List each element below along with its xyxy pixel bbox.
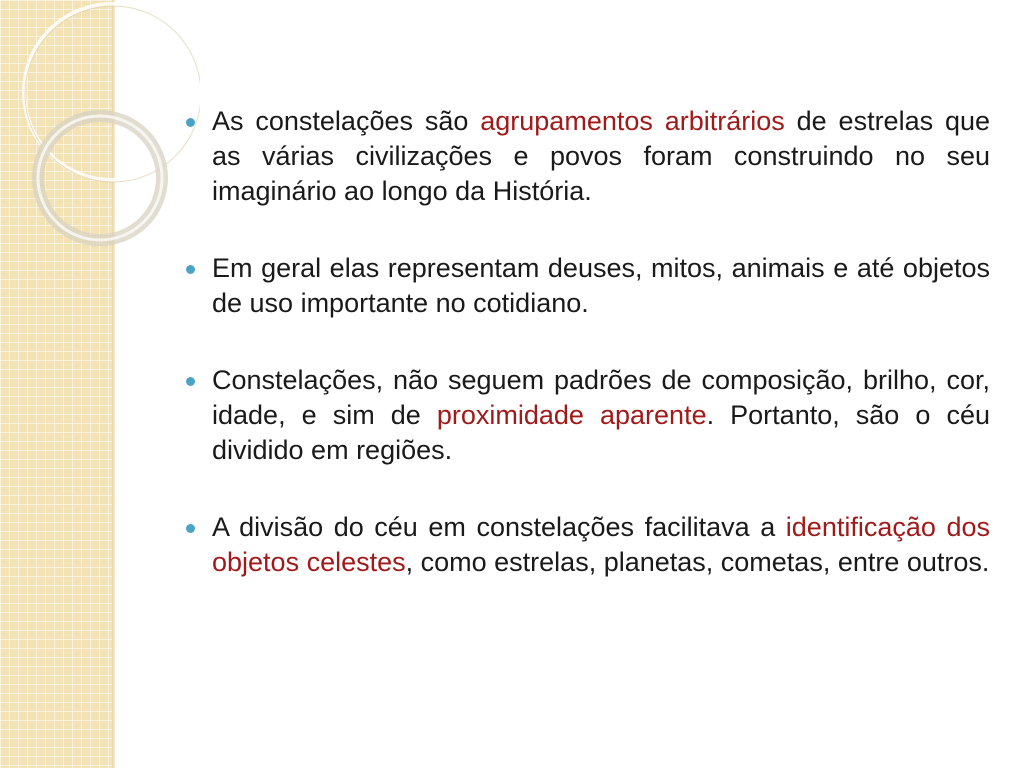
bullet-dot-icon bbox=[186, 524, 195, 533]
bullet-text-segment: , como estrelas, planetas, cometas, entre outros. bbox=[405, 547, 990, 577]
highlighted-term: identificação dos objetos celestes bbox=[212, 512, 990, 577]
bullet-dot-icon bbox=[186, 377, 195, 386]
bullet-text bbox=[212, 106, 990, 206]
bullet-text bbox=[212, 253, 990, 318]
bullet-text-segment: A divisão do céu em constelações facilitava a bbox=[212, 512, 786, 542]
bullet-item-3 bbox=[184, 363, 990, 468]
bullet-list bbox=[184, 104, 990, 580]
bullet-item-2 bbox=[184, 251, 990, 321]
bullet-dot-icon bbox=[186, 265, 195, 274]
bullet-dot-icon bbox=[186, 118, 195, 127]
decorative-side-panel bbox=[0, 0, 112, 768]
bullet-item-1 bbox=[184, 104, 990, 209]
slide-content bbox=[184, 104, 990, 622]
bullet-text-segment: Em geral elas representam deuses, mitos, animais e até objetos de uso importante no cotidiano. bbox=[212, 253, 990, 318]
bullet-text-segment: de estrelas que as várias civilizações e povos foram construindo no seu imaginário ao longo da História. bbox=[212, 106, 991, 206]
bullet-text-segment: . Portanto, são o céu dividido em regiões. bbox=[212, 400, 990, 465]
bullet-item-4 bbox=[184, 510, 990, 580]
bullet-text bbox=[212, 512, 990, 577]
bullet-text-segment: As constelações são bbox=[212, 106, 481, 136]
highlighted-term: agrupamentos arbitrários bbox=[480, 106, 785, 136]
side-panel-edge bbox=[112, 0, 115, 768]
bullet-text-segment: Constelações, não seguem padrões de composição, brilho, cor, idade, e sim de bbox=[212, 365, 990, 430]
highlighted-term: proximidade aparente bbox=[436, 400, 707, 430]
bullet-text bbox=[212, 365, 990, 465]
